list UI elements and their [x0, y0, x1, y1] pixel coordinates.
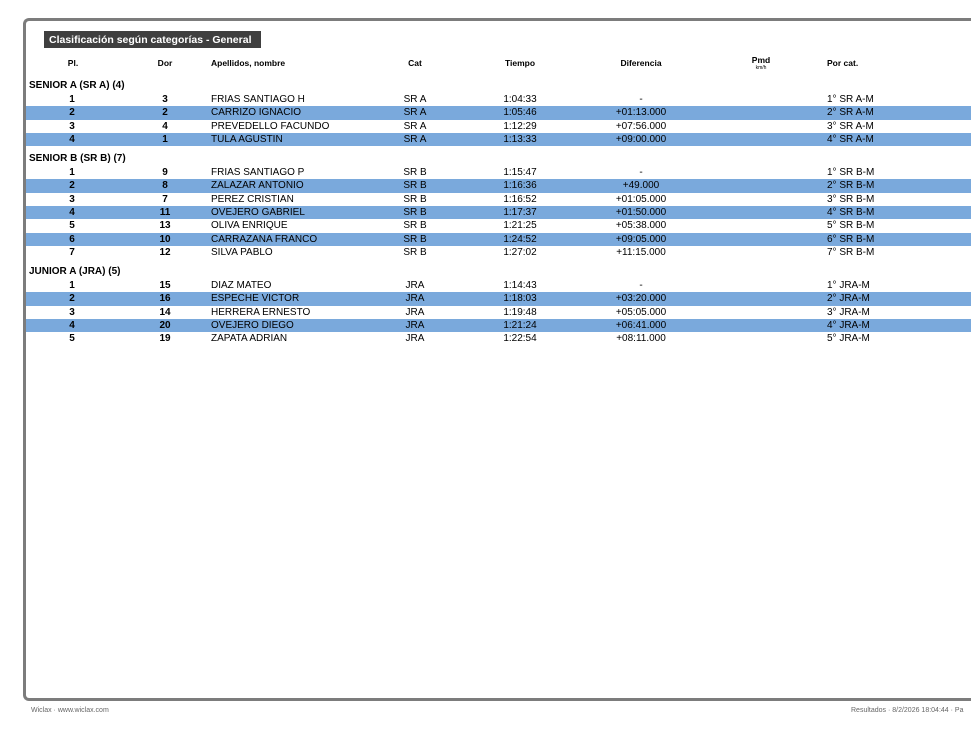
- cell-pl-text: 2: [69, 107, 75, 119]
- cell-name: SILVA PABLO: [211, 246, 273, 258]
- cell-time-text: 1:19:48: [503, 306, 537, 318]
- cell-cat-text: SR B: [403, 167, 427, 178]
- cell-pcat: 3° SR B-M: [827, 193, 875, 205]
- cell-name: ESPECHE VICTOR: [211, 293, 300, 305]
- cell-name: OVEJERO GABRIEL: [211, 206, 305, 218]
- cell-diff-text: +08:11.000: [616, 333, 666, 345]
- cell-cat-text: SR A: [403, 133, 427, 145]
- header-pmd-unit: km/h: [755, 65, 767, 71]
- cell-pcat: 1° SR A-M: [827, 94, 874, 105]
- cell-pl-text: 4: [69, 319, 75, 331]
- cell-pcat: 3° JRA-M: [827, 306, 870, 318]
- cell-pl-text: 5: [69, 333, 75, 345]
- cell-pl-text: 4: [69, 206, 75, 218]
- cell-cat-text: JRA: [405, 293, 425, 305]
- table-row: [26, 193, 971, 206]
- cell-time-text: 1:22:54: [503, 333, 537, 345]
- cell-name: FRIAS SANTIAGO H: [211, 94, 305, 105]
- cell-time-text: 1:27:02: [503, 246, 537, 258]
- cell-pl-text: 7: [69, 246, 75, 258]
- cell-diff-text: +09:05.000: [615, 233, 667, 245]
- cell-pcat: 2° SR B-M: [827, 180, 875, 192]
- cell-pcat: 6° SR B-M: [827, 233, 875, 245]
- cell-dor-text: 15: [159, 280, 171, 291]
- header-dor: Dor: [157, 58, 173, 68]
- cell-pcat: 2° JRA-M: [827, 293, 870, 305]
- cell-dor-text: 9: [162, 167, 168, 178]
- cell-cat-text: SR B: [403, 220, 427, 232]
- cell-pcat: 1° JRA-M: [827, 280, 870, 291]
- cell-pl-text: 1: [69, 280, 75, 291]
- cell-cat-text: SR B: [403, 193, 427, 205]
- header-cat: Cat: [408, 58, 422, 68]
- table-row: [26, 219, 971, 232]
- cell-time-text: 1:12:29: [503, 120, 537, 132]
- footer-left: Wiclax · www.wiclax.com: [31, 707, 109, 714]
- cell-diff-text: +01:13.000: [615, 107, 667, 119]
- cell-diff-text: +01:05.000: [615, 193, 667, 205]
- table-row: [26, 246, 971, 259]
- section-header: JUNIOR A (JRA) (5): [29, 266, 121, 277]
- cell-dor-text: 4: [162, 120, 168, 132]
- cell-name: ZAPATA ADRIAN: [211, 333, 288, 345]
- table-row: [26, 166, 971, 179]
- cell-pcat: 2° SR A-M: [827, 107, 874, 119]
- cell-diff-text: +01:50.000: [615, 206, 667, 218]
- cell-diff-text: +11:15.000: [616, 246, 666, 258]
- cell-pcat: 4° SR A-M: [827, 133, 874, 145]
- cell-pl-text: 5: [69, 220, 75, 232]
- cell-pl-text: 2: [69, 180, 75, 192]
- table-row: [26, 292, 971, 305]
- cell-name: PREVEDELLO FACUNDO: [211, 120, 330, 132]
- footer-right: Resultados · 8/2/2026 18:04:44 · Pa: [851, 707, 964, 714]
- cell-cat-text: SR B: [403, 233, 427, 245]
- cell-pl-text: 1: [69, 167, 75, 178]
- cell-diff-text: +06:41.000: [615, 319, 667, 331]
- table-row: [26, 279, 971, 292]
- cell-cat-text: SR B: [403, 246, 427, 258]
- cell-name: DIAZ MATEO: [211, 280, 272, 291]
- cell-diff-text: -: [639, 167, 643, 178]
- cell-time-text: 1:05:46: [503, 107, 537, 119]
- cell-dor-text: 12: [159, 246, 171, 258]
- table-row: [26, 319, 971, 332]
- cell-cat-text: SR A: [403, 120, 427, 132]
- cell-pcat: 4° SR B-M: [827, 206, 875, 218]
- cell-diff-text: +07:56.000: [615, 120, 667, 132]
- table-row: [26, 306, 971, 319]
- cell-time-text: 1:18:03: [503, 293, 537, 305]
- header-pcat: Por cat.: [827, 58, 859, 68]
- cell-diff-text: -: [639, 94, 643, 105]
- table-row: [26, 133, 971, 146]
- cell-dor-text: 19: [159, 333, 171, 345]
- cell-dor-text: 11: [159, 206, 171, 218]
- table-row: [26, 179, 971, 192]
- section-header: SENIOR A (SR A) (4): [29, 80, 125, 91]
- cell-dor-text: 1: [162, 133, 168, 145]
- cell-dor-text: 13: [159, 220, 171, 232]
- table-row: [26, 206, 971, 219]
- cell-pcat: 3° SR A-M: [827, 120, 874, 132]
- cell-pcat: 1° SR B-M: [827, 167, 875, 178]
- cell-pcat: 4° JRA-M: [827, 319, 870, 331]
- cell-dor-text: 2: [162, 107, 168, 119]
- cell-name: FRIAS SANTIAGO P: [211, 167, 305, 178]
- cell-pcat: 5° JRA-M: [827, 333, 870, 345]
- cell-pl-text: 3: [69, 120, 75, 132]
- cell-dor-text: 10: [159, 233, 171, 245]
- header-pl: Pl.: [67, 58, 79, 68]
- cell-dor-text: 20: [159, 319, 171, 331]
- cell-cat-text: JRA: [405, 280, 425, 291]
- cell-pcat: 7° SR B-M: [827, 246, 875, 258]
- header-pmd: [752, 56, 770, 72]
- cell-dor-text: 14: [159, 306, 171, 318]
- cell-cat-text: SR B: [403, 206, 427, 218]
- cell-pl-text: 1: [69, 94, 75, 105]
- table-row: [26, 120, 971, 133]
- cell-pl-text: 2: [69, 293, 75, 305]
- cell-diff-text: +09:00.000: [615, 133, 667, 145]
- cell-time-text: 1:13:33: [503, 133, 537, 145]
- cell-diff-text: +49.000: [622, 180, 660, 192]
- header-pmd-label: Pmd: [751, 55, 771, 65]
- cell-time-text: 1:21:24: [503, 319, 537, 331]
- cell-name: PEREZ CRISTIAN: [211, 193, 294, 205]
- table-row: [26, 93, 971, 106]
- cell-dor-text: 8: [162, 180, 168, 192]
- cell-pcat: 5° SR B-M: [827, 220, 875, 232]
- table-row: [26, 332, 971, 345]
- cell-time-text: 1:16:36: [503, 180, 537, 192]
- cell-dor-text: 3: [162, 94, 168, 105]
- report-title: Clasificación según categorías - General: [44, 31, 261, 48]
- cell-cat-text: JRA: [405, 306, 425, 318]
- cell-time-text: 1:14:43: [503, 280, 537, 291]
- header-diff: Diferencia: [620, 58, 662, 68]
- cell-name: TULA AGUSTIN: [211, 133, 283, 145]
- cell-pl-text: 3: [69, 306, 75, 318]
- table-row: [26, 106, 971, 119]
- cell-time-text: 1:04:33: [503, 94, 537, 105]
- cell-cat-text: SR A: [403, 107, 427, 119]
- cell-dor-text: 7: [162, 193, 168, 205]
- cell-diff-text: +05:05.000: [615, 306, 667, 318]
- cell-name: OVEJERO DIEGO: [211, 319, 294, 331]
- cell-name: HERRERA ERNESTO: [211, 306, 311, 318]
- cell-name: CARRIZO IGNACIO: [211, 107, 302, 119]
- cell-pl-text: 4: [69, 133, 75, 145]
- cell-time-text: 1:24:52: [503, 233, 537, 245]
- header-name: Apellidos, nombre: [211, 58, 286, 68]
- cell-dor-text: 16: [159, 293, 171, 305]
- section-header: SENIOR B (SR B) (7): [29, 153, 126, 164]
- cell-time-text: 1:15:47: [503, 167, 537, 178]
- cell-diff-text: +03:20.000: [615, 293, 667, 305]
- cell-cat-text: JRA: [405, 319, 425, 331]
- cell-name: CARRAZANA FRANCO: [211, 233, 318, 245]
- cell-pl-text: 6: [69, 233, 75, 245]
- cell-diff-text: -: [639, 280, 643, 291]
- cell-time-text: 1:16:52: [503, 193, 537, 205]
- cell-cat-text: SR A: [403, 94, 427, 105]
- cell-diff-text: +05:38.000: [615, 220, 667, 232]
- table-row: [26, 233, 971, 246]
- cell-cat-text: SR B: [403, 180, 427, 192]
- cell-name: OLIVA ENRIQUE: [211, 220, 288, 232]
- cell-pl-text: 3: [69, 193, 75, 205]
- cell-time-text: 1:21:25: [503, 220, 537, 232]
- header-time: Tiempo: [504, 58, 536, 68]
- cell-name: ZALAZAR ANTONIO: [211, 180, 304, 192]
- cell-time-text: 1:17:37: [503, 206, 537, 218]
- cell-cat-text: JRA: [405, 333, 425, 345]
